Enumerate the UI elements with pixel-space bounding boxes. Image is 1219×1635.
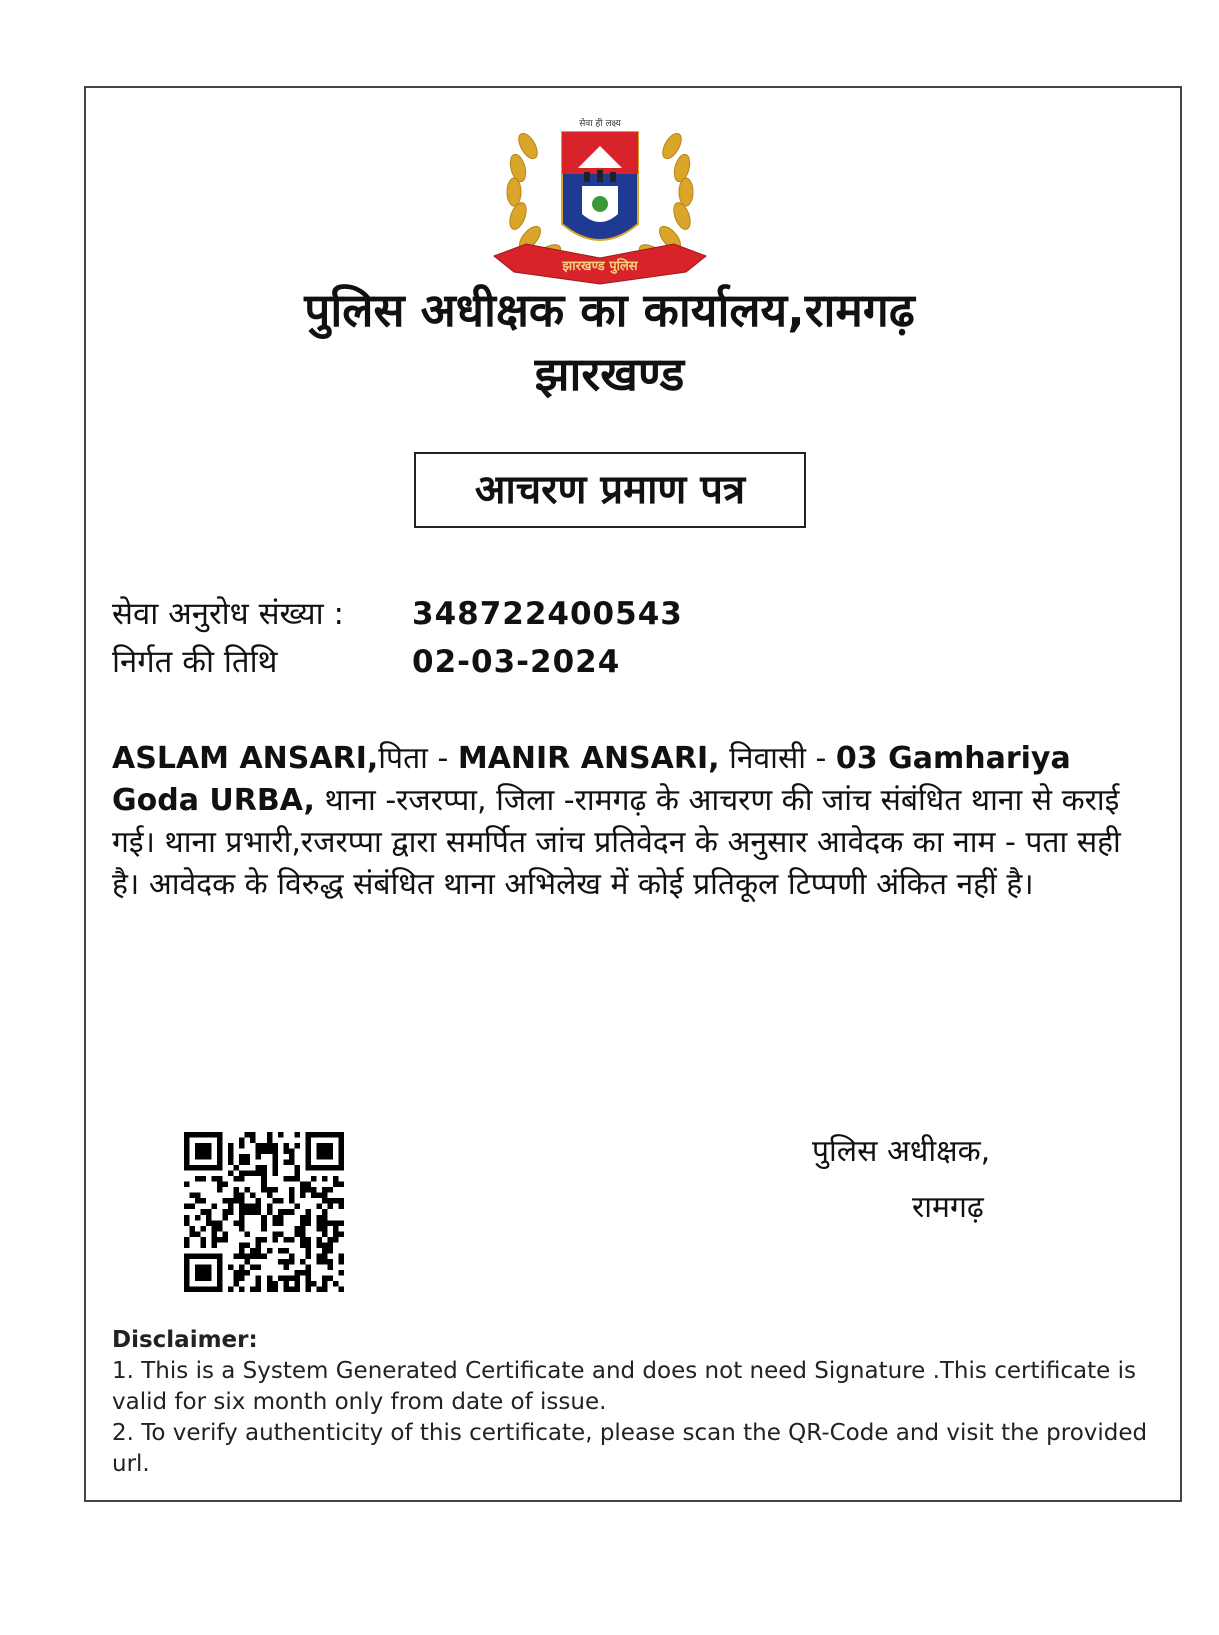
disclaimer-heading: Disclaimer: [112, 1327, 258, 1353]
issue-date-label: निर्गत की तिथि [112, 644, 278, 680]
office-state: झारखण्ड [534, 347, 685, 401]
qr-code-icon[interactable] [184, 1132, 344, 1292]
disclaimer-point-2: 2. To verify authenticity of this certificate, please scan the QR-Code and visit the provided url. [112, 1420, 1148, 1477]
office-title: पुलिस अधीक्षक का कार्यालय,रामगढ़ [304, 283, 915, 337]
resident-label: निवासी - [719, 741, 836, 776]
jharkhand-police-emblem-icon [490, 106, 710, 296]
signatory-title: पुलिस अधीक्षक, [812, 1134, 991, 1169]
father-label: पिता - [378, 741, 458, 776]
disclaimer [112, 1325, 1152, 1480]
logo-banner: झारखण्ड पुलिस [562, 259, 638, 274]
request-number-row [112, 592, 683, 636]
applicant-name: ASLAM ANSARI, [112, 741, 379, 776]
father-name: MANIR ANSARI, [457, 741, 720, 776]
request-number-value: 348722400543 [412, 596, 683, 632]
certificate-body [112, 738, 1132, 906]
request-number-label: सेवा अनुरोध संख्या : [112, 596, 344, 632]
disclaimer-point-1: 1. This is a System Generated Certificate and does not need Signature .This certificate is valid for six month only from date of issue. [112, 1358, 1136, 1415]
certificate-statement: थाना -रजरप्पा, जिला -रामगढ़ के आचरण की जांच संबंधित थाना से कराई गई। थाना प्रभारी,रजरप्पा द्वारा समर्पित जांच प्रतिवेदन के अनुसार आवेदक का नाम - पता सही है। आवेदक के विरुद्ध संबंधित थाना अभिलेख में कोई प्रतिकूल टिप्पणी अंकित नहीं है। [112, 783, 1121, 902]
applicant-address: 03 Gamhariya Goda URBA, [112, 741, 1071, 818]
certificate-title: आचरण प्रमाण पत्र [414, 452, 806, 528]
issue-date-row [112, 640, 620, 684]
issue-date-value: 02-03-2024 [412, 644, 621, 680]
logo-motto: सेवा ही लक्ष्य [579, 119, 621, 129]
signatory-place: रामगढ़ [912, 1190, 984, 1225]
